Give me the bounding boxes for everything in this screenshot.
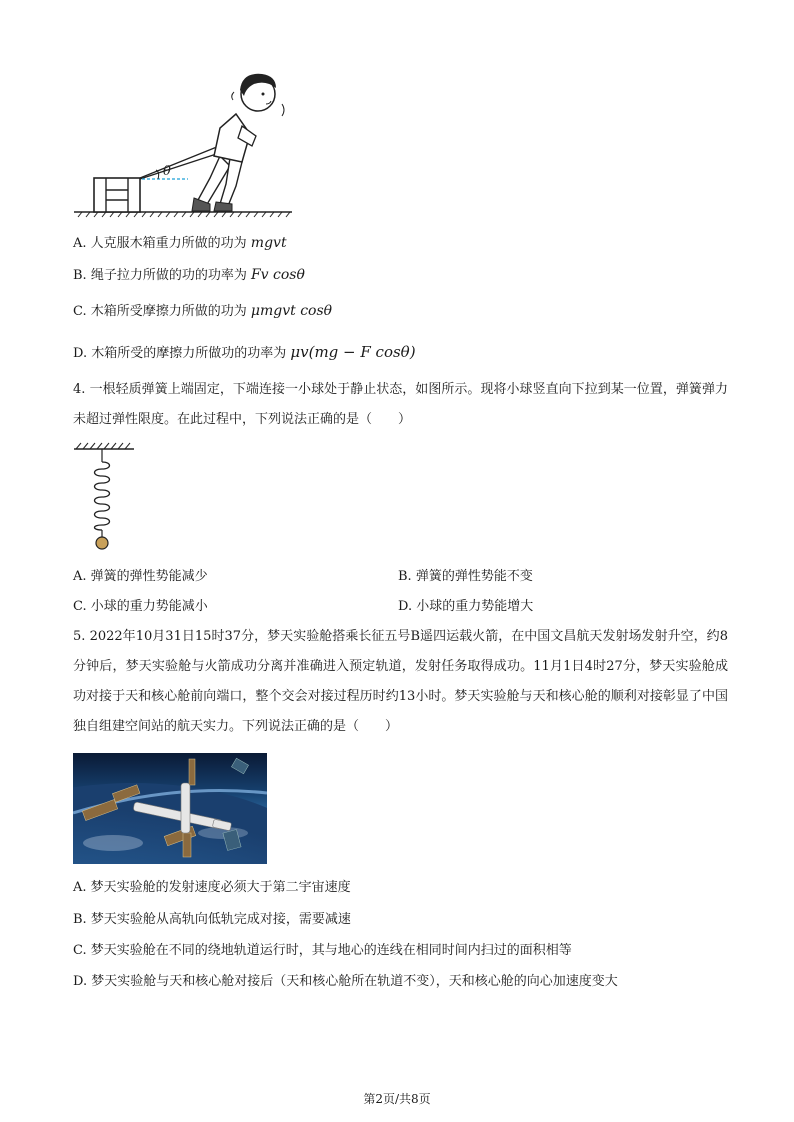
q5-stem-text: 5. 2022年10月31日15时37分，梦天实验舱搭乘长征五号B遥四运载火箭，在中国文昌航天发射场发射升空，约8分钟后，梦天实验舱与火箭成功分离并准确进入预定轨道，发射任务取得成功。11月1日4时27分，梦天实验舱成功对接于天和核心舱前向端口，整个交会对接过程历时约13小时。梦天实验舱与天和核心舱的顺利对接彰显了中国独自组建空间站的航天实力。下列说法正确的是（ ） bbox=[73, 629, 728, 734]
q4-stem bbox=[73, 375, 728, 435]
q4-option-c: C. 小球的重力势能减小 bbox=[73, 599, 208, 614]
option-formula: μmgvt cosθ bbox=[250, 303, 333, 319]
page-footer: 第2页/共8页 bbox=[363, 1092, 431, 1106]
option-formula: mgvt bbox=[250, 235, 287, 251]
option-formula: Fv cosθ bbox=[250, 267, 305, 283]
q3-option-a bbox=[73, 234, 287, 253]
theta-label: θ bbox=[163, 164, 171, 179]
q5-option-c: C. 梦天实验舱在不同的绕地轨道运行时，其与地心的连线在相同时间内扫过的面积相等 bbox=[73, 943, 572, 958]
option-text: A. 人克服木箱重力所做的功为 bbox=[73, 236, 247, 251]
option-text: C. 木箱所受摩擦力所做的功为 bbox=[73, 304, 247, 319]
option-text: D. 木箱所受的摩擦力所做功的功率为 bbox=[73, 346, 287, 361]
space-station-photo bbox=[73, 753, 267, 864]
q3-option-b bbox=[73, 266, 305, 285]
option-text: B. 绳子拉力所做的功的功率为 bbox=[73, 268, 247, 283]
spring-figure bbox=[72, 440, 138, 552]
q5-option-d: D. 梦天实验舱与天和核心舱对接后（天和核心舱所在轨道不变），天和核心舱的向心加速度变大 bbox=[73, 974, 618, 989]
option-formula: μv(mg − F cosθ) bbox=[290, 343, 416, 361]
q4-option-a: A. 弹簧的弹性势能减少 bbox=[73, 569, 208, 584]
q4-option-b: B. 弹簧的弹性势能不变 bbox=[398, 569, 533, 584]
q5-option-b: B. 梦天实验舱从高轨向低轨完成对接，需要减速 bbox=[73, 912, 351, 927]
q3-option-d bbox=[73, 343, 416, 363]
q3-option-c bbox=[73, 302, 332, 321]
pulling-box-figure bbox=[70, 66, 300, 218]
q4-option-d: D. 小球的重力势能增大 bbox=[398, 599, 534, 614]
q5-option-a: A. 梦天实验舱的发射速度必须大于第二宇宙速度 bbox=[73, 880, 351, 895]
q4-stem-text: 4. 一根轻质弹簧上端固定，下端连接一小球处于静止状态，如图所示。现将小球竖直向下拉到某一位置，弹簧弹力未超过弹性限度。在此过程中，下列说法正确的是（ ） bbox=[73, 382, 728, 427]
q5-stem bbox=[73, 622, 728, 742]
